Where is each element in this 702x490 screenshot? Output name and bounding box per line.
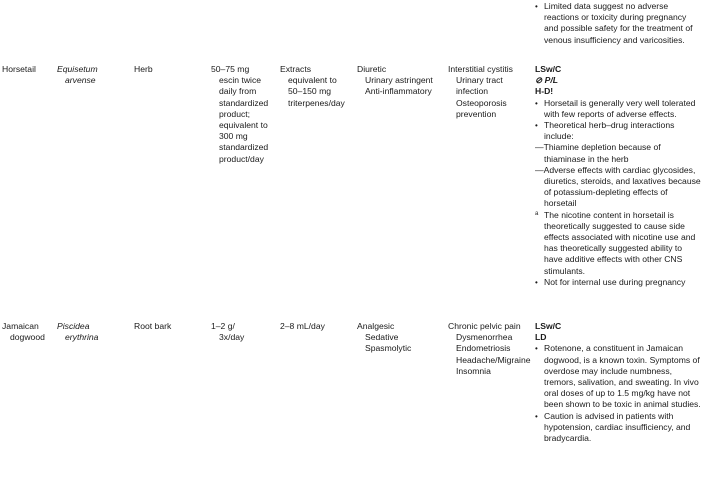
notes [535,64,702,288]
note-text: LD [535,332,547,343]
cell-line: Analgesic [357,321,395,331]
note-heading [535,75,702,86]
cell-line: arvense [65,75,96,86]
cell-line: Osteoporosis [456,97,507,108]
common-name [2,321,54,343]
cell-line: escin twice [219,75,262,86]
cell-line: Horsetail [2,64,36,74]
cell-line: product/day [219,153,264,164]
cell-line: Dysmenorrhea [456,332,513,343]
note-text: Not for internal use during pregnancy [544,276,686,287]
cell-line: 300 mg [219,131,248,142]
cell-line: Equisetum [57,64,98,74]
cell-line: Headache/Migraine [456,354,531,365]
note-bullet [535,277,702,288]
note-text: ⊘ P/L [535,75,558,86]
cell-text [448,321,533,377]
note-text: The nicotine content in horsetail is theoretically suggested to cause side effects associated with nicotine use and has theoretically suggested ability to have additive effects with other CNS stimulants. [544,209,696,276]
note-text: Caution is advised in patients with hypotension, cardiac insufficiency, and bradycardia. [544,410,691,444]
cell-line: 1–2 g/ [211,321,235,331]
notes [535,321,702,444]
cell-line: Urinary tract infection [456,75,503,97]
dose-standardized [211,321,277,343]
cell-text [2,64,54,75]
note-dash [535,142,702,164]
cell-line: Chronic pelvic pain [448,321,521,331]
cell-text [2,321,54,343]
cell-line: Piscidea [57,321,90,331]
latin-name [57,321,129,343]
cell-line: 50–75 mg [211,64,250,74]
common-name [2,64,54,75]
cell-text [448,64,533,120]
dose-standardized [211,64,277,165]
note-text: LSw/C [535,321,562,331]
note-text: Rotenone, a constituent in Jamaican dogwood, is a known toxin. Symptoms of overdose may include numbness, tremors, salivation, and sweating. In vivo oral doses of up to 1.5 mg/kg have not been shown to be toxic in animal studies. [544,343,701,410]
actions [357,64,445,98]
actions [357,321,445,355]
cell-line: 50–150 mg [288,86,332,97]
indications [448,321,533,377]
cell-line: Endometriosis [456,343,511,354]
cell-line: Extracts [280,64,312,74]
cell-line: prevention [456,108,497,119]
cell-line: equivalent to [288,75,337,86]
cell-line: equivalent to [219,120,268,131]
note-text: —Adverse effects with cardiac glycosides, diuretics, steroids, and laxatives because of potassium-depleting effects of horsetail [535,164,701,209]
note-text: Horsetail is generally very well tolerated with few reports of adverse effects. [544,97,696,119]
note-heading [535,64,702,75]
footnote-mark: a [535,210,539,217]
cell-line: triterpenes/day [288,97,345,108]
note-text: H-D! [535,86,554,97]
note-heading [535,321,702,332]
previous-row-notes [535,1,702,46]
cell-line: Anti-inflammatory [365,86,432,97]
cell-text [280,64,355,109]
plant-part: Herb [134,64,153,74]
indications [448,64,533,120]
cell-line: dogwood [10,332,45,343]
note-bullet [535,1,702,46]
dose-extract [280,64,355,109]
cell-line: product; [219,108,251,119]
note-bullet [535,343,702,410]
cell-line: standardized [219,142,269,153]
note-text: LSw/C [535,64,562,74]
note-footnote [535,210,702,277]
cell-line: erythrina [65,332,99,343]
note-bullet [535,120,702,142]
cell-line: Interstitial cystitis [448,64,513,74]
note-heading [535,86,702,97]
cell-line: 3x/day [219,332,245,343]
cell-text [57,64,129,86]
cell-line: Spasmolytic [365,343,412,354]
note-text: Theoretical herb–drug interactions include: [544,120,675,142]
note-text: —Thiamine depletion because of thiaminase in the herb [535,142,661,164]
plant-part: Root bark [134,321,172,331]
dose-extract [280,321,355,332]
cell-text [357,64,445,98]
cell-line: standardized [219,97,269,108]
latin-name [57,64,129,86]
cell-text [211,64,277,165]
cell-text [280,321,355,332]
cell-line: Sedative [365,332,399,343]
cell-text [211,321,277,343]
cell-line: Insomnia [456,365,491,376]
cell-text [357,321,445,355]
note-dash [535,165,702,210]
cell-line: Diuretic [357,64,387,74]
cell-line: Urinary astringent [365,75,433,86]
cell-line: daily from [219,86,257,97]
note-bullet [535,411,702,445]
note-heading [535,332,702,343]
cell-line: Jamaican [2,321,39,331]
cell-text [57,321,129,343]
cell-line: 2–8 mL/day [280,321,325,331]
note-bullet [535,98,702,120]
note-text: Limited data suggest no adverse reactions or toxicity during pregnancy and possible safety for the treatment of venous insufficiency and varicosities. [544,1,693,45]
